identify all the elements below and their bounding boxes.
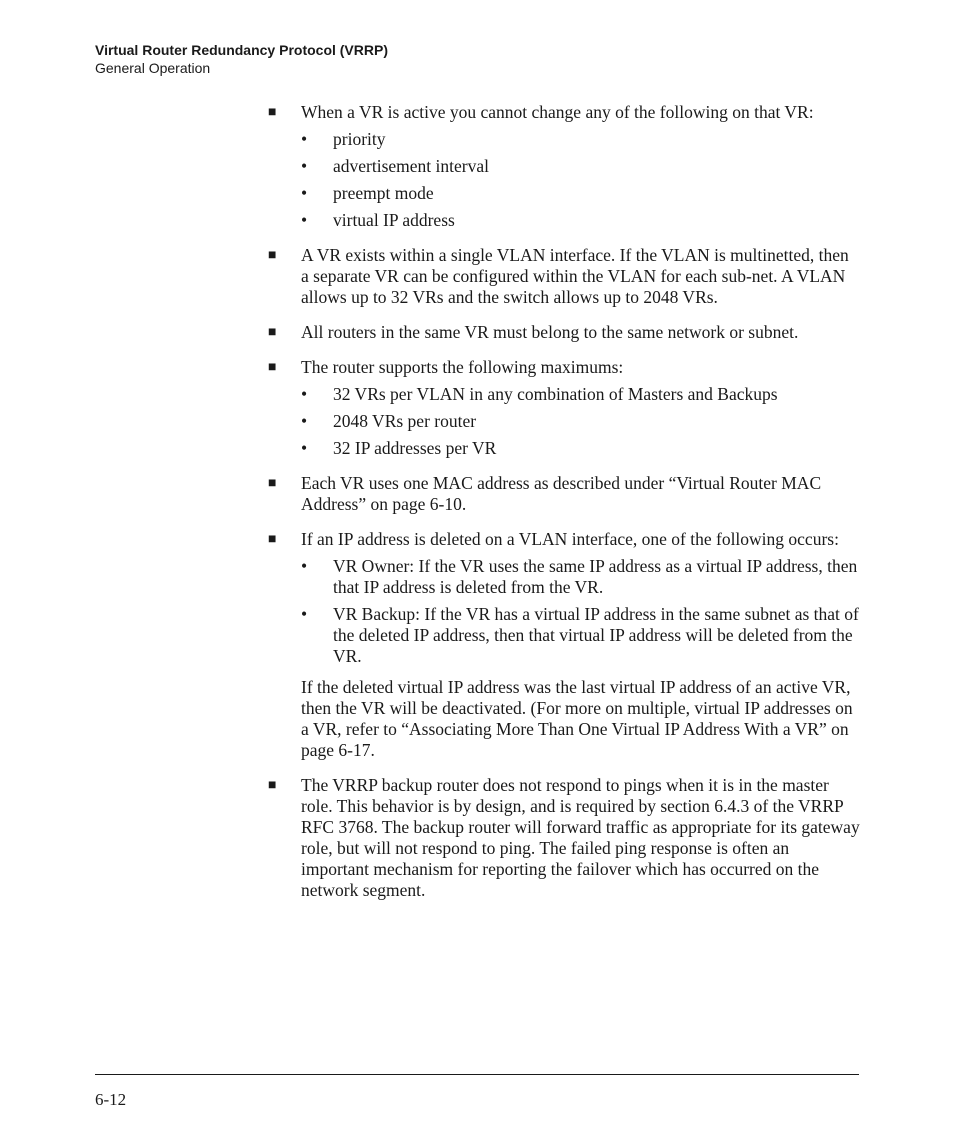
main-content [268,102,860,915]
list-item [268,322,860,343]
list-item-text: ■ If an IP address is deleted on a VLAN interface, one of the following occurs: [301,529,839,549]
sub-list-item: • preempt mode [301,183,860,204]
sub-list-item: • 32 IP addresses per VR [301,438,860,459]
list-item-text: ■ When a VR is active you cannot change any of the following on that VR: [301,102,814,122]
list-item [268,473,860,515]
note-paragraph: If the deleted virtual IP address was the last virtual IP address of an active VR, then the VR will be deactivated. (For more on multiple, virtual IP addresses on a VR, refer to “Associating More Than One Virtual IP Address With a VR” on page 6-17. [301,677,853,760]
sub-list-item: • virtual IP address [301,210,860,231]
section-title: General Operation [95,60,211,76]
running-header [95,41,388,77]
sub-list-item: • 32 VRs per VLAN in any combination of Masters and Backups [301,384,860,405]
footer-divider [95,1074,859,1075]
list-item [268,357,860,459]
list-item-text: ■ A VR exists within a single VLAN interface. If the VLAN is multinetted, then a separate VR can be configured within the VLAN for each sub-net. A VLAN allows up to 32 VRs and the switch allows up to 2048 VRs. [301,245,849,307]
sub-list-item: • priority [301,129,860,150]
list-item [268,529,860,761]
list-item [268,102,860,231]
list-item-text: ■ All routers in the same VR must belong to the same network or subnet. [301,322,799,342]
sub-list-item: • VR Backup: If the VR has a virtual IP address in the same subnet as that of the deleted IP address, then that virtual IP address will be deleted from the VR. [301,604,860,667]
sub-list-item: • 2048 VRs per router [301,411,860,432]
list-item [268,775,860,901]
chapter-title: Virtual Router Redundancy Protocol (VRRP) [95,42,388,58]
list-item-text: ■ The VRRP backup router does not respond to pings when it is in the master role. This behavior is by design, and is required by section 6.4.3 of the VRRP RFC 3768. The backup router will forward traffic as appropriate for its gateway role, but will not respond to ping. The failed ping response is often an important mechanism for reporting the failover which has occurred on the network segment. [301,775,860,900]
page-number: 6-12 [95,1090,127,1109]
list-item [268,245,860,308]
list-item-text: ■ Each VR uses one MAC address as described under “Virtual Router MAC Address” on page 6-10. [301,473,822,514]
sub-list [301,129,860,231]
list-item-text: ■ The router supports the following maximums: [301,357,624,377]
sub-list [301,556,860,667]
sub-list [301,384,860,459]
sub-list-item: • VR Owner: If the VR uses the same IP address as a virtual IP address, then that IP address is deleted from the VR. [301,556,860,598]
sub-list-item: • advertisement interval [301,156,860,177]
